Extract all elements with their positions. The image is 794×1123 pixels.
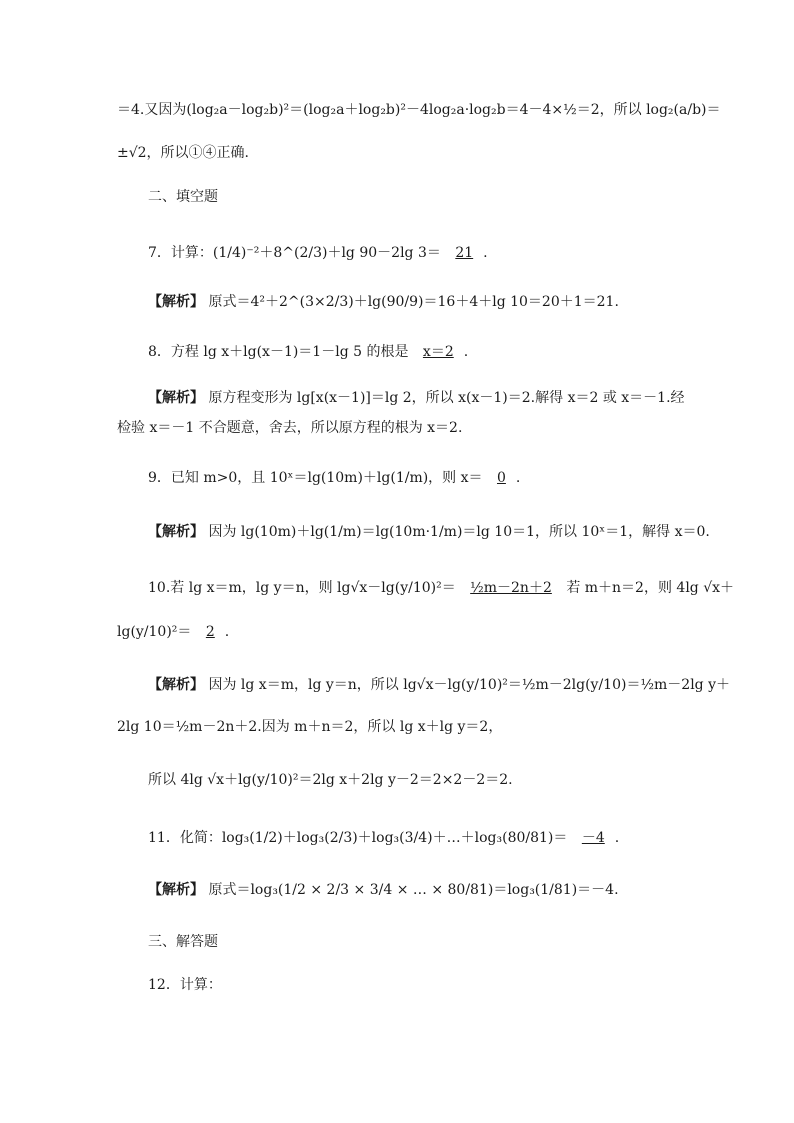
analysis-9 [148,522,710,542]
answer-blank: 21 [455,245,474,261]
question-text: 8．方程 lg x＋lg(x－1)＝1－lg 5 的根是 [148,344,409,360]
answer-blank: －4 [581,830,605,846]
analysis-tag: 【解析】 [148,882,204,898]
question-text: 11．化简：log₃(1/2)＋log₃(2/3)＋log₃(3/4)＋…＋log₃(80/81)＝ [148,830,568,846]
text-line: ＝4.又因为(log₂a－log₂b)²＝(log₂a＋log₂b)²－4log₂a·log₂b＝4－4×½＝2，所以 log₂(a/b)＝ [117,102,721,118]
analysis-tag: 【解析】 [148,294,204,310]
answer-blank: 0 [496,470,506,486]
answer-blank: ½m－2n＋2 [470,580,552,596]
analysis-text: 原式＝4²＋2^(3×2/3)＋lg(90/9)＝16＋4＋lg 10＝20＋1＝21. [208,294,619,310]
question-12: 12．计算： [148,977,222,993]
analysis-8 [148,388,685,408]
question-text: lg(y/10)²＝ [117,624,192,640]
question-text: 9．已知 m>0，且 10ˣ＝lg(10m)＋lg(1/m)，则 x＝ [148,470,483,486]
answer-blank: x＝2 [422,344,454,360]
question-8: 8．方程 lg x＋lg(x－1)＝1－lg 5 的根是 x＝2 . [148,344,469,360]
question-9: 9．已知 m>0，且 10ˣ＝lg(10m)＋lg(1/m)，则 x＝ 0 . [148,470,521,486]
analysis-text: 原式＝log₃(1/2 × 2/3 × 3/4 × … × 80/81)＝log₃(1/81)＝－4. [208,882,619,898]
analysis-text: 原方程变形为 lg[x(x－1)]＝lg 2，所以 x(x－1)＝2.解得 x＝2 或 x＝－1.经 [208,390,685,406]
analysis-10 [148,675,730,695]
analysis-text: 因为 lg(10m)＋lg(1/m)＝lg(10m·1/m)＝lg 10＝1，所以 10ˣ＝1，解得 x＝0. [208,524,710,540]
analysis-8-cont: 检验 x＝－1 不合题意，舍去，所以原方程的根为 x＝2. [117,420,463,436]
question-10-cont: lg(y/10)²＝ 2 . [117,624,230,640]
section-heading: 二、填空题 [148,189,218,205]
section-heading: 三、解答题 [148,934,218,950]
analysis-10-cont: 2lg 10＝½m－2n＋2.因为 m＋n＝2，所以 lg x＋lg y＝2， [117,719,503,735]
analysis-10-cont: 所以 4lg √x＋lg(y/10)²＝2lg x＋2lg y－2＝2×2－2＝2. [148,772,513,788]
analysis-tag: 【解析】 [148,390,204,406]
question-text: 10.若 lg x＝m，lg y＝n，则 lg√x－lg(y/10)²＝ [148,580,456,596]
analysis-7 [148,292,619,312]
question-7: 7．计算：(1/4)⁻²＋8^(2/3)＋lg 90－2lg 3＝ 21 . [148,245,488,261]
analysis-11 [148,880,619,900]
analysis-tag: 【解析】 [148,677,204,693]
analysis-tag: 【解析】 [148,524,204,540]
question-10 [148,578,734,598]
question-text: 7．计算：(1/4)⁻²＋8^(2/3)＋lg 90－2lg 3＝ [148,245,441,261]
answer-blank: 2 [205,624,215,640]
question-text: 若 m＋n＝2，则 4lg √x＋ [566,580,735,596]
question-11: 11．化简：log₃(1/2)＋log₃(2/3)＋log₃(3/4)＋…＋log₃(80/81)＝ －4 . [148,830,620,846]
text-line: ±√2，所以①④正确. [117,145,250,161]
analysis-text: 因为 lg x＝m，lg y＝n，所以 lg√x－lg(y/10)²＝½m－2lg(y/10)＝½m－2lg y＋ [208,677,731,693]
